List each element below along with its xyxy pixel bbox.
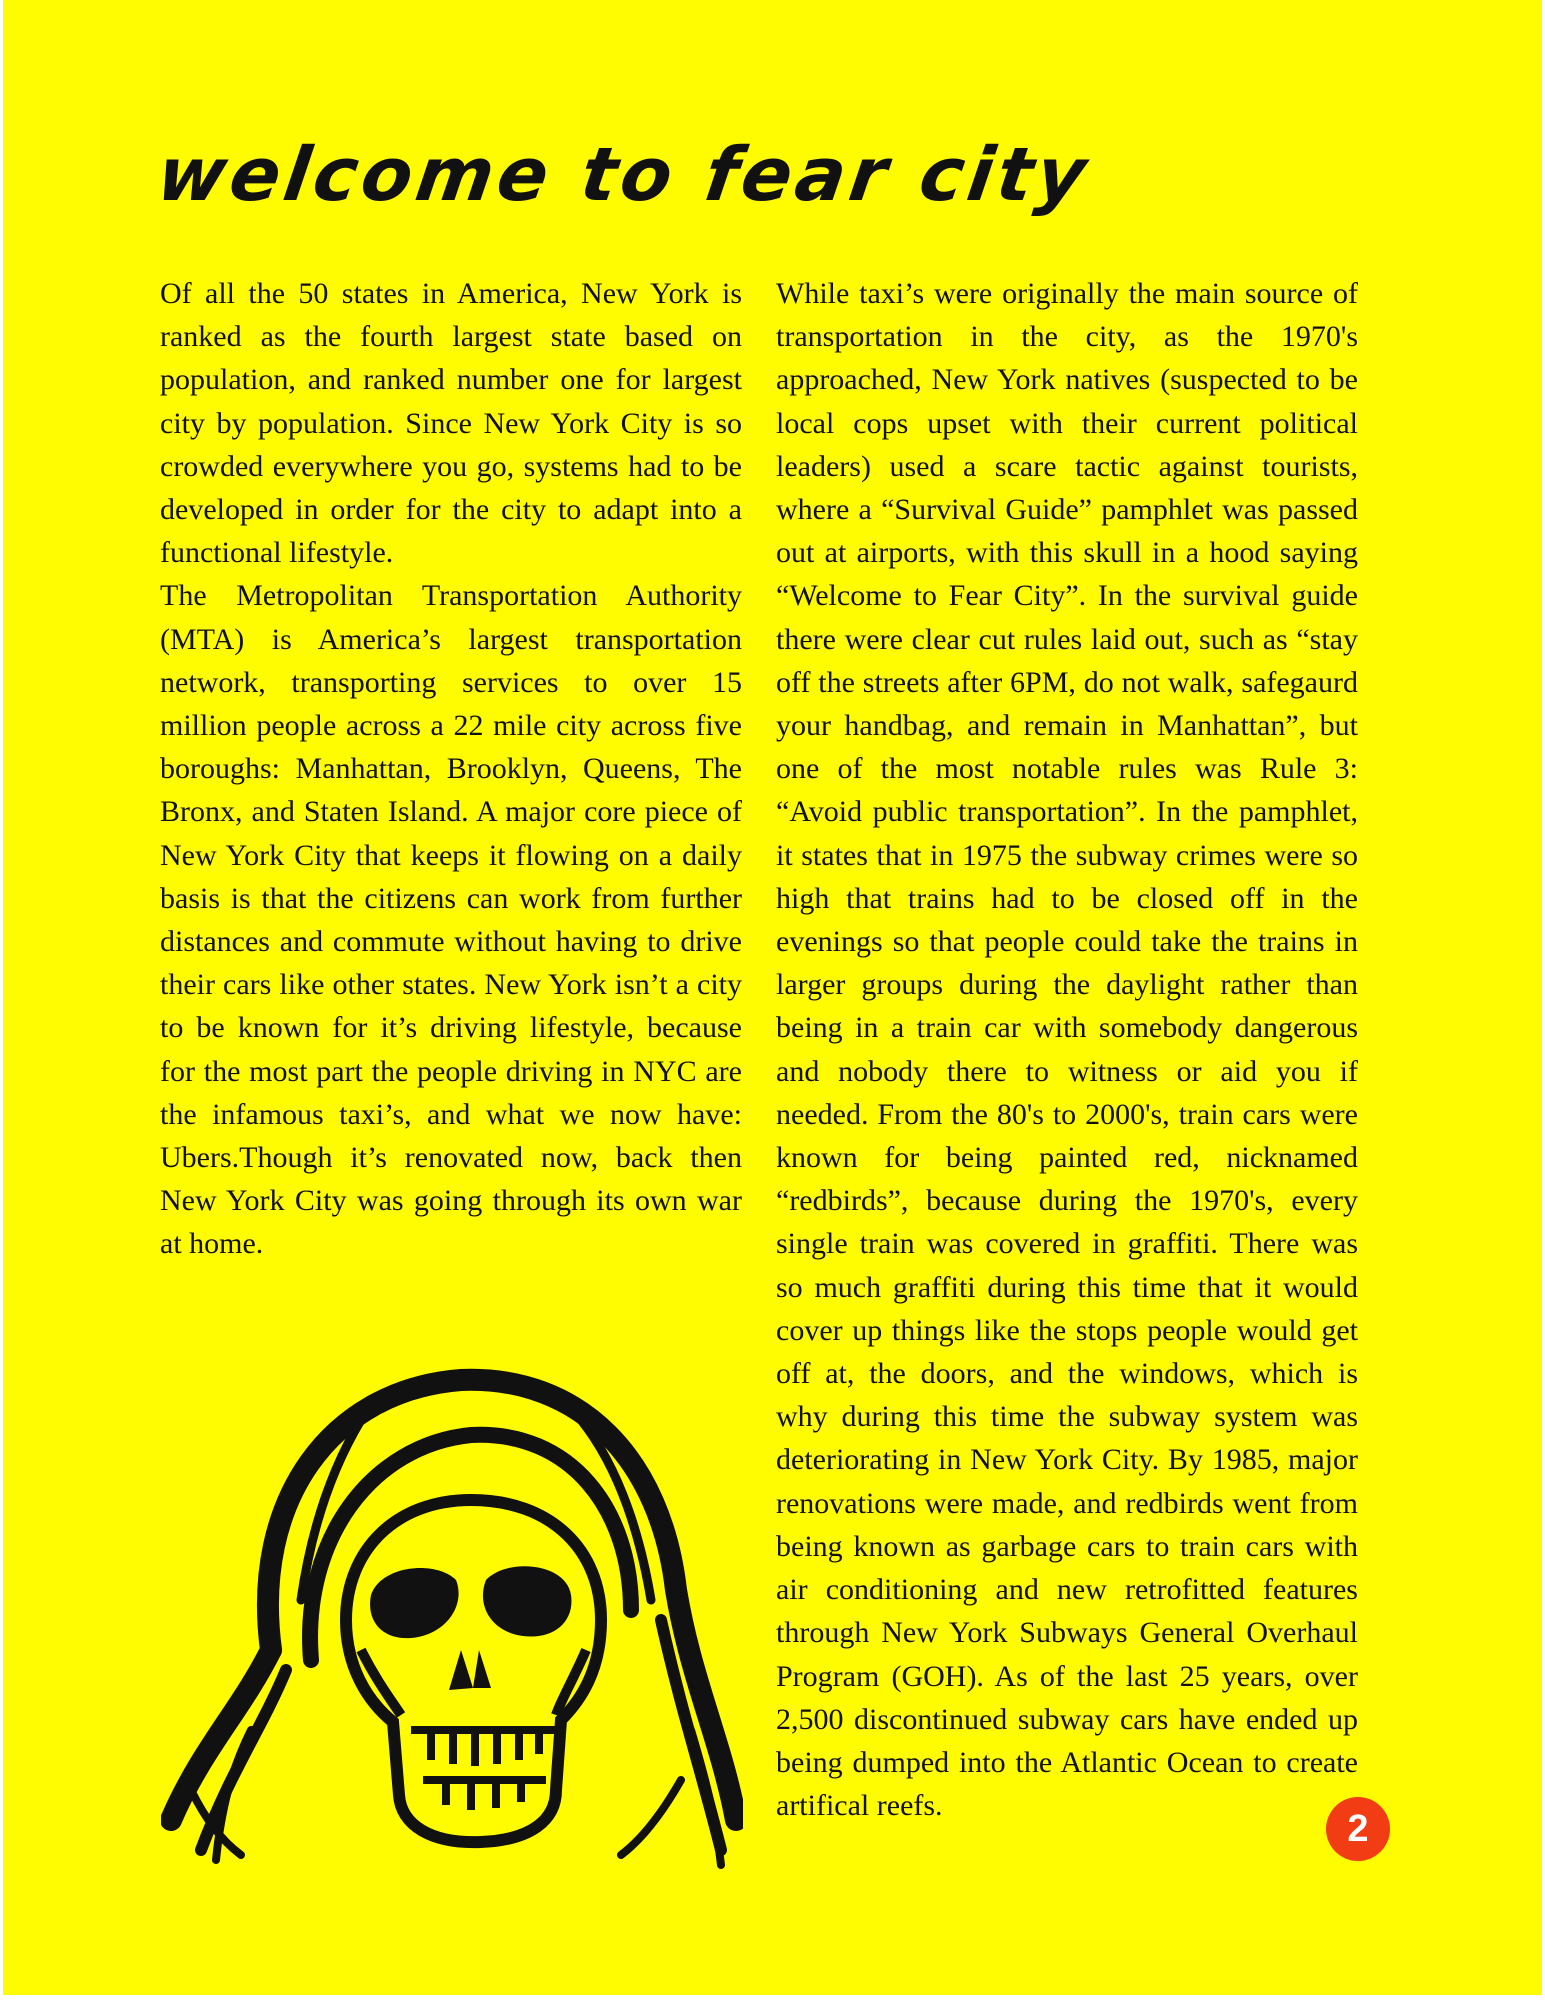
right-column: [776, 272, 1358, 1827]
left-column: [160, 272, 742, 1266]
paragraph-fear-city: While taxi’s were originally the main source of transportation in the city, as the 1970's approached, New York natives (suspected to be local cops upset with their current political leaders) used a scare tactic against tourists, where a “Survival Guide” pamphlet was passed out at airports, with this skull in a hood saying “Welcome to Fear City”. In the survival guide there were clear cut rules laid out, such as “stay off the streets after 6PM, do not walk, safegaurd your handbag, and remain in Manhattan”, but one of the most notable rules was Rule 3: “Avoid public transportation”. In the pamphlet, it states that in 1975 the subway crimes were so high that trains had to be closed off in the evenings so that people could take the trains in larger groups during the daylight rather than being in a train car with somebody dangerous and nobody there to witness or aid you if needed. From the 80's to 2000's, train cars were known for being painted red, nicknamed “redbirds”, because during the 1970's, every single train was covered in graffiti. There was so much graffiti during this time that it would cover up things like the stops people would get off at, the doors, and the windows, which is why during this time the subway system was deteriorating in New York City. By 1985, major renovations were made, and redbirds went from being known as garbage cars to train cars with air conditioning and new retrofitted features through New York Subways General Overhaul Program (GOH). As of the last 25 years, over 2,500 discontinued subway cars have ended up being dumped into the Atlantic Ocean to create artifical reefs.: [776, 277, 1358, 1823]
page-number-badge: 2: [1326, 1797, 1390, 1861]
paragraph-mta: The Metropolitan Transportation Authority (MTA) is America’s largest transportation network, transporting services to over 15 million people across a 22 mile city across five boroughs: Manhattan, Brooklyn, Queens, The Bronx, and Staten Island. A major core piece of New York City that keeps it flowing on a daily basis is that the citizens can work from further distances and commute without having to drive their cars like other states. New York isn’t a city to be known for it’s driving lifestyle, because for the most part the people driving in NYC are the infamous taxi’s, and what we now have: Ubers.Though it’s renovated now, back then New York City was going through its own war at home.: [160, 579, 742, 1261]
paragraph-intro: Of all the 50 states in America, New York is ranked as the fourth largest state based on population, and ranked number one for largest city by population. Since New York City is so crowded everywhere you go, systems had to be developed in order for the city to adapt into a functional lifestyle.: [160, 277, 742, 570]
page-title: welcome to fear city: [151, 132, 1096, 218]
magazine-page: [3, 0, 1542, 1995]
hooded-skull-icon: [161, 1350, 743, 1880]
